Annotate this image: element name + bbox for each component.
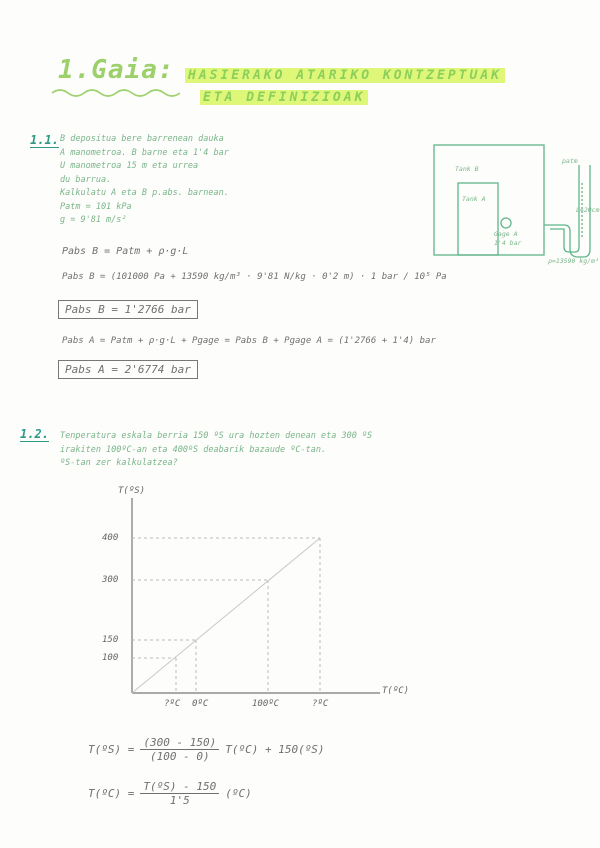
temperature-graph — [90, 490, 420, 720]
formula-s-to-c — [88, 780, 252, 807]
formula-2-numerator: T(ºS) - 150 — [140, 780, 219, 794]
statement-line: A manometroa. B barne eta 1'4 bar — [60, 147, 229, 158]
statement-line: Kalkulatu A eta B p.abs. barnean. — [60, 188, 229, 198]
problem-1-2-statement — [60, 430, 590, 471]
problem-1-1-label: 1.1. — [30, 133, 59, 147]
problem-1-1-statement — [60, 133, 380, 228]
formula-1-right: T(ºC) + 150(ºS) — [225, 743, 325, 756]
formula-1-left: T(ºS) = — [88, 743, 135, 756]
tank-a-label: Tank A — [462, 195, 486, 203]
problem-1-2-label: 1.2. — [20, 427, 49, 441]
formula-1-numerator: (300 - 150) — [140, 736, 219, 750]
tank-b-outline — [434, 145, 544, 255]
chapter-title-line1 — [185, 68, 505, 83]
gage-a-label — [494, 230, 521, 248]
y-axis-label: T(ºS) — [118, 486, 146, 496]
statement-line: du barrua. — [60, 174, 112, 185]
density-label: ρ=13590 kg/m³ — [548, 257, 599, 265]
chapter-number: 1.Gaia: — [58, 55, 175, 85]
u-tube-inner — [550, 165, 579, 252]
statement-line: g = 9'81 m/s² — [60, 215, 127, 225]
formula-c-to-s — [88, 736, 325, 763]
formula-2-right: (ºC) — [225, 787, 252, 800]
y-tick-300: 300 — [102, 575, 119, 585]
y-tick-100: 100 — [102, 653, 119, 663]
equation-pabs-b-substituted: Pabs B = (101000 Pa + 13590 kg/m³ · 9'81 N/kg · 0'2 m) · 1 bar / 10⁵ Pa — [62, 272, 447, 282]
chapter-title-text2: ETA DEFINIZIOAK — [200, 90, 368, 105]
gage-a-icon — [501, 218, 511, 228]
height-label: L=20cm — [576, 206, 600, 214]
statement-line: B depositua bere barrenean dauka — [60, 134, 224, 144]
y-tick-150: 150 — [102, 635, 119, 645]
x-tick-unknown-2: ?ºC — [312, 699, 329, 709]
y-tick-400: 400 — [102, 533, 119, 543]
conversion-line — [132, 538, 320, 693]
tank-b-label: Tank B — [455, 165, 479, 173]
x-tick-unknown-1: ?ºC — [164, 699, 181, 709]
x-axis-label: T(ºC) — [382, 686, 410, 696]
equation-pabs-a: Pabs A = Patm + ρ·g·L + Pgage = Pabs B + Pgage A = (1'2766 + 1'4) bar — [62, 336, 436, 346]
result-pabs-a: Pabs A = 2'6774 bar — [58, 360, 198, 379]
statement-line: U manometroa 15 m eta urrea — [60, 161, 199, 171]
statement-line: Tenperatura eskala berria 150 ºS ura hozten denean eta 300 ºS — [60, 431, 373, 441]
chapter-title-text1: HASIERAKO ATARIKO KONTZEPTUAK — [185, 68, 505, 83]
formula-1-denominator: (100 - 0) — [149, 750, 210, 763]
result-pabs-b: Pabs B = 1'2766 bar — [58, 300, 198, 319]
title-underline-squiggle — [50, 86, 180, 100]
formula-2-fraction — [140, 780, 219, 807]
x-tick-0c: 0ºC — [192, 699, 209, 709]
formula-2-denominator: 1'5 — [169, 794, 190, 807]
formula-2-left: T(ºC) = — [88, 787, 135, 800]
gage-a-name: Gage A — [494, 230, 518, 238]
gage-a-value: 1'4 bar — [494, 239, 522, 247]
statement-line: irakiten 100ºC-an eta 400ºS deabarik bazaude ºC-tan. — [60, 444, 327, 455]
equation-pabs-b: Pabs B = Patm + ρ·g·L — [62, 246, 189, 257]
chapter-title-line2 — [200, 90, 368, 105]
formula-1-fraction — [140, 736, 219, 763]
statement-line: Patm = 101 kPa — [60, 201, 132, 212]
x-tick-100c: 100ºC — [252, 699, 280, 709]
statement-line: ºS-tan zer kalkulatzea? — [60, 458, 178, 468]
patm-label: patm — [562, 157, 578, 165]
